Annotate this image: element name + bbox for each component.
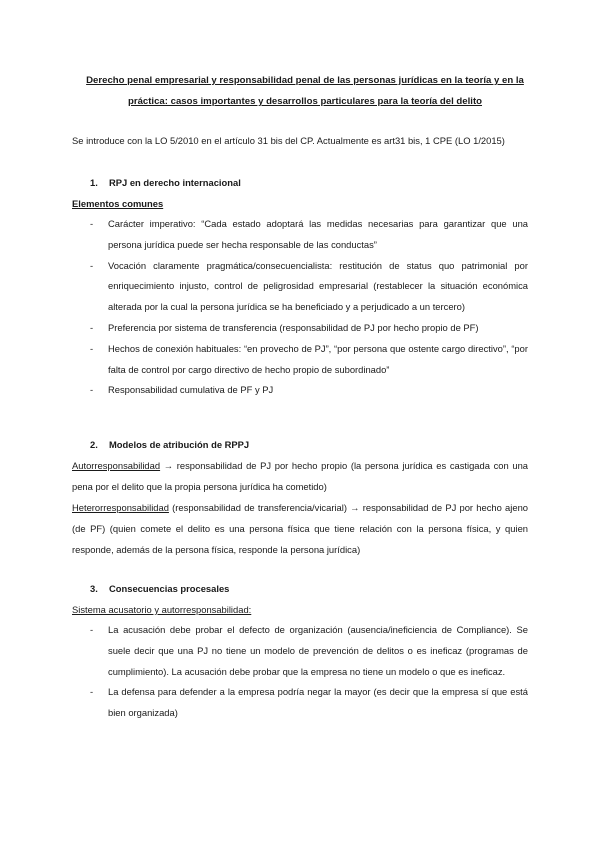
model-autorresponsabilidad (72, 455, 528, 497)
list-item: - La defensa para defender a la empresa podría negar la mayor (es decir que la empresa sí que está bien organizada) (72, 682, 528, 724)
section-3-title: Consecuencias procesales (109, 583, 230, 594)
section-2-number: 2. (90, 439, 98, 450)
list-item: - Responsabilidad cumulativa de PF y PJ (72, 380, 528, 401)
section-1-title: RPJ en derecho internacional (109, 177, 241, 188)
bullet-dash: - (90, 384, 94, 396)
bullet-dash: - (90, 218, 94, 229)
section-3-number: 3. (90, 583, 98, 594)
model-description: → responsabilidad de PJ por hecho propio (la persona jurídica es castigada con una pena por el delito que la propia persona jurídica ha cometido) (72, 460, 528, 492)
model-term: Autorresponsabilidad (72, 460, 161, 471)
bullet-dash: - (90, 321, 94, 333)
section-3-bullet-list (72, 620, 528, 724)
section-1-subheading: Elementos comunes (72, 198, 164, 209)
section-2-heading (90, 434, 249, 455)
bullet-dash: - (90, 686, 94, 698)
bullet-dash: - (90, 624, 94, 635)
list-item: - Hechos de conexión habituales: “en provecho de PJ”, “por persona que ostente cargo directivo”, “por falta de control por cargo directivo de hecho propio de subordinado” (72, 339, 528, 381)
model-term: Heterorresponsabilidad (72, 502, 169, 513)
title-line-2: práctica: casos importantes y desarrollos particulares para la teoría del delito (127, 96, 483, 107)
section-2-title: Modelos de atribución de RPPJ (109, 439, 250, 450)
model-description: (responsabilidad de transferencia/vicarial) → responsabilidad de PJ por hecho ajeno (de PF) (quien comete el delito es una persona física que tiene relación con la persona física, y quien responde, además de la persona física, responde la persona jurídica) (72, 502, 528, 555)
bullet-dash: - (90, 342, 94, 354)
section-3-heading (90, 578, 229, 599)
section-3-subheading: Sistema acusatorio y autorresponsabilidad: (72, 604, 252, 615)
list-item: - Preferencia por sistema de transferencia (responsabilidad de PJ por hecho propio de PF) (72, 318, 528, 339)
list-item: - Vocación claramente pragmática/consecuencialista: restitución de status quo patrimonial por enriquecimiento injusto, control de peligrosidad empresarial (restablecer la situación económica alterada por la cual la persona jurídica se ha beneficiado y a perjudicado a un tercero) (72, 256, 528, 318)
document-title (70, 70, 540, 112)
list-item: - La acusación debe probar el defecto de organización (ausencia/ineficiencia de Compliance). Se suele decir que una PJ no tiene un modelo de prevención de delitos o es ineficaz (programas de cumplimiento). La acusación debe probar que la empresa no tiene un modelo o que es ineficaz. (72, 620, 528, 682)
list-item: - Carácter imperativo: “Cada estado adoptará las medidas necesarias para garantizar que una persona jurídica puede ser hecha responsable de las conductas” (72, 214, 528, 256)
intro-paragraph: Se introduce con la LO 5/2010 en el artículo 31 bis del CP. Actualmente es art31 bis, 1 CPE (LO 1/2015) (72, 135, 505, 146)
bullet-dash: - (90, 259, 94, 271)
model-heterorresponsabilidad (72, 497, 528, 560)
title-line-1: Derecho penal empresarial y responsabilidad penal de las personas jurídicas en la teoría y en la (86, 75, 524, 86)
section-1-bullet-list (72, 214, 528, 401)
section-1-number: 1. (90, 177, 98, 188)
section-1-heading (90, 172, 241, 193)
